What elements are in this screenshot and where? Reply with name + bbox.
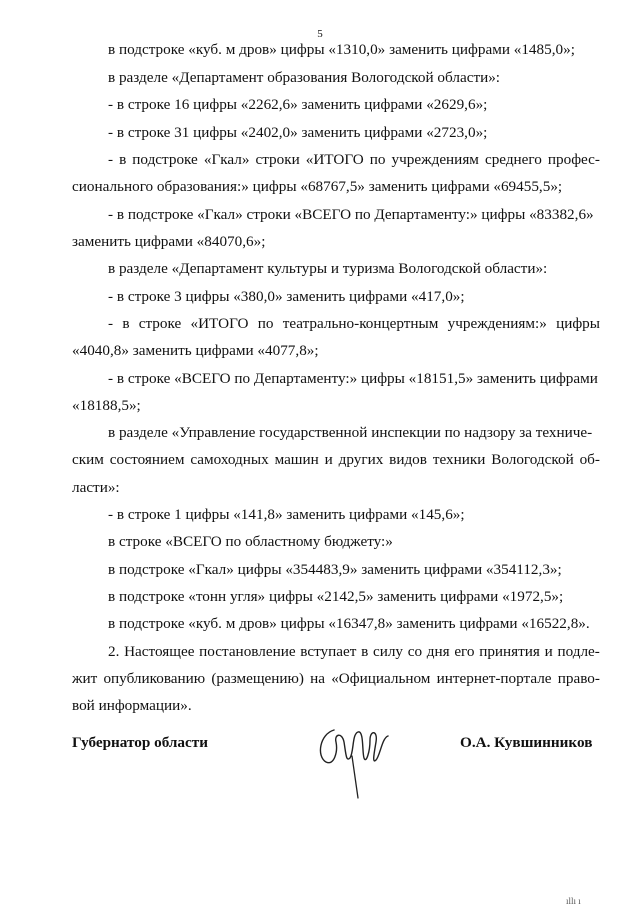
- text-line: - в строке 16 цифры «2262,6» заменить цифрами «2629,6»;: [108, 96, 488, 113]
- text-line: - в подстроке «Гкал» строки «ВСЕГО по Департаменту:» цифры «83382,6»: [108, 206, 594, 223]
- text-line: ласти»:: [72, 479, 120, 496]
- text-line: в подстроке «куб. м дров» цифры «1310,0» заменить цифрами «1485,0»;: [108, 41, 575, 58]
- page-number: 5: [317, 28, 323, 40]
- text-line: в разделе «Департамент образования Вологодской области»:: [108, 69, 501, 86]
- handwritten-signature: [312, 712, 402, 804]
- scan-marks: ıllı ı: [566, 896, 581, 906]
- text-line: в строке «ВСЕГО по областному бюджету:»: [108, 533, 393, 550]
- signatory-title: Губернатор области: [72, 734, 208, 751]
- text-line: в разделе «Управление государственной инспекции по надзору за техниче-: [108, 424, 593, 441]
- text-line: жит опубликованию (размещению) на «Официальном интернет-портале право-: [72, 670, 600, 687]
- text-line: - в строке 31 цифры «2402,0» заменить цифрами «2723,0»;: [108, 124, 488, 141]
- text-line: сионального образования:» цифры «68767,5» заменить цифрами «69455,5»;: [72, 178, 563, 195]
- text-line: 2. Настоящее постановление вступает в силу со дня его принятия и подле-: [108, 643, 600, 660]
- text-line: - в строке 1 цифры «141,8» заменить цифрами «145,6»;: [108, 506, 465, 523]
- text-line: в подстроке «куб. м дров» цифры «16347,8» заменить цифрами «16522,8».: [108, 615, 590, 632]
- text-line: - в строке «ИТОГО по театрально-концертным учреждениям:» цифры: [108, 315, 600, 332]
- text-line: - в строке 3 цифры «380,0» заменить цифрами «417,0»;: [108, 288, 465, 305]
- text-line: в подстроке «Гкал» цифры «354483,9» заменить цифрами «354112,3»;: [108, 561, 562, 578]
- text-line: - в подстроке «Гкал» строки «ИТОГО по учреждениям среднего профес-: [108, 151, 600, 168]
- text-line: - в строке «ВСЕГО по Департаменту:» цифры «18151,5» заменить цифрами: [108, 370, 598, 387]
- signatory-name: О.А. Кувшинников: [460, 734, 593, 751]
- text-line: вой информации».: [72, 697, 192, 714]
- text-line: ским состоянием самоходных машин и других видов техники Вологодской об-: [72, 451, 600, 468]
- text-line: в подстроке «тонн угля» цифры «2142,5» заменить цифрами «1972,5»;: [108, 588, 564, 605]
- text-line: в разделе «Департамент культуры и туризма Вологодской области»:: [108, 260, 548, 277]
- text-line: «18188,5»;: [72, 397, 141, 414]
- text-line: заменить цифрами «84070,6»;: [72, 233, 266, 250]
- text-line: «4040,8» заменить цифрами «4077,8»;: [72, 342, 319, 359]
